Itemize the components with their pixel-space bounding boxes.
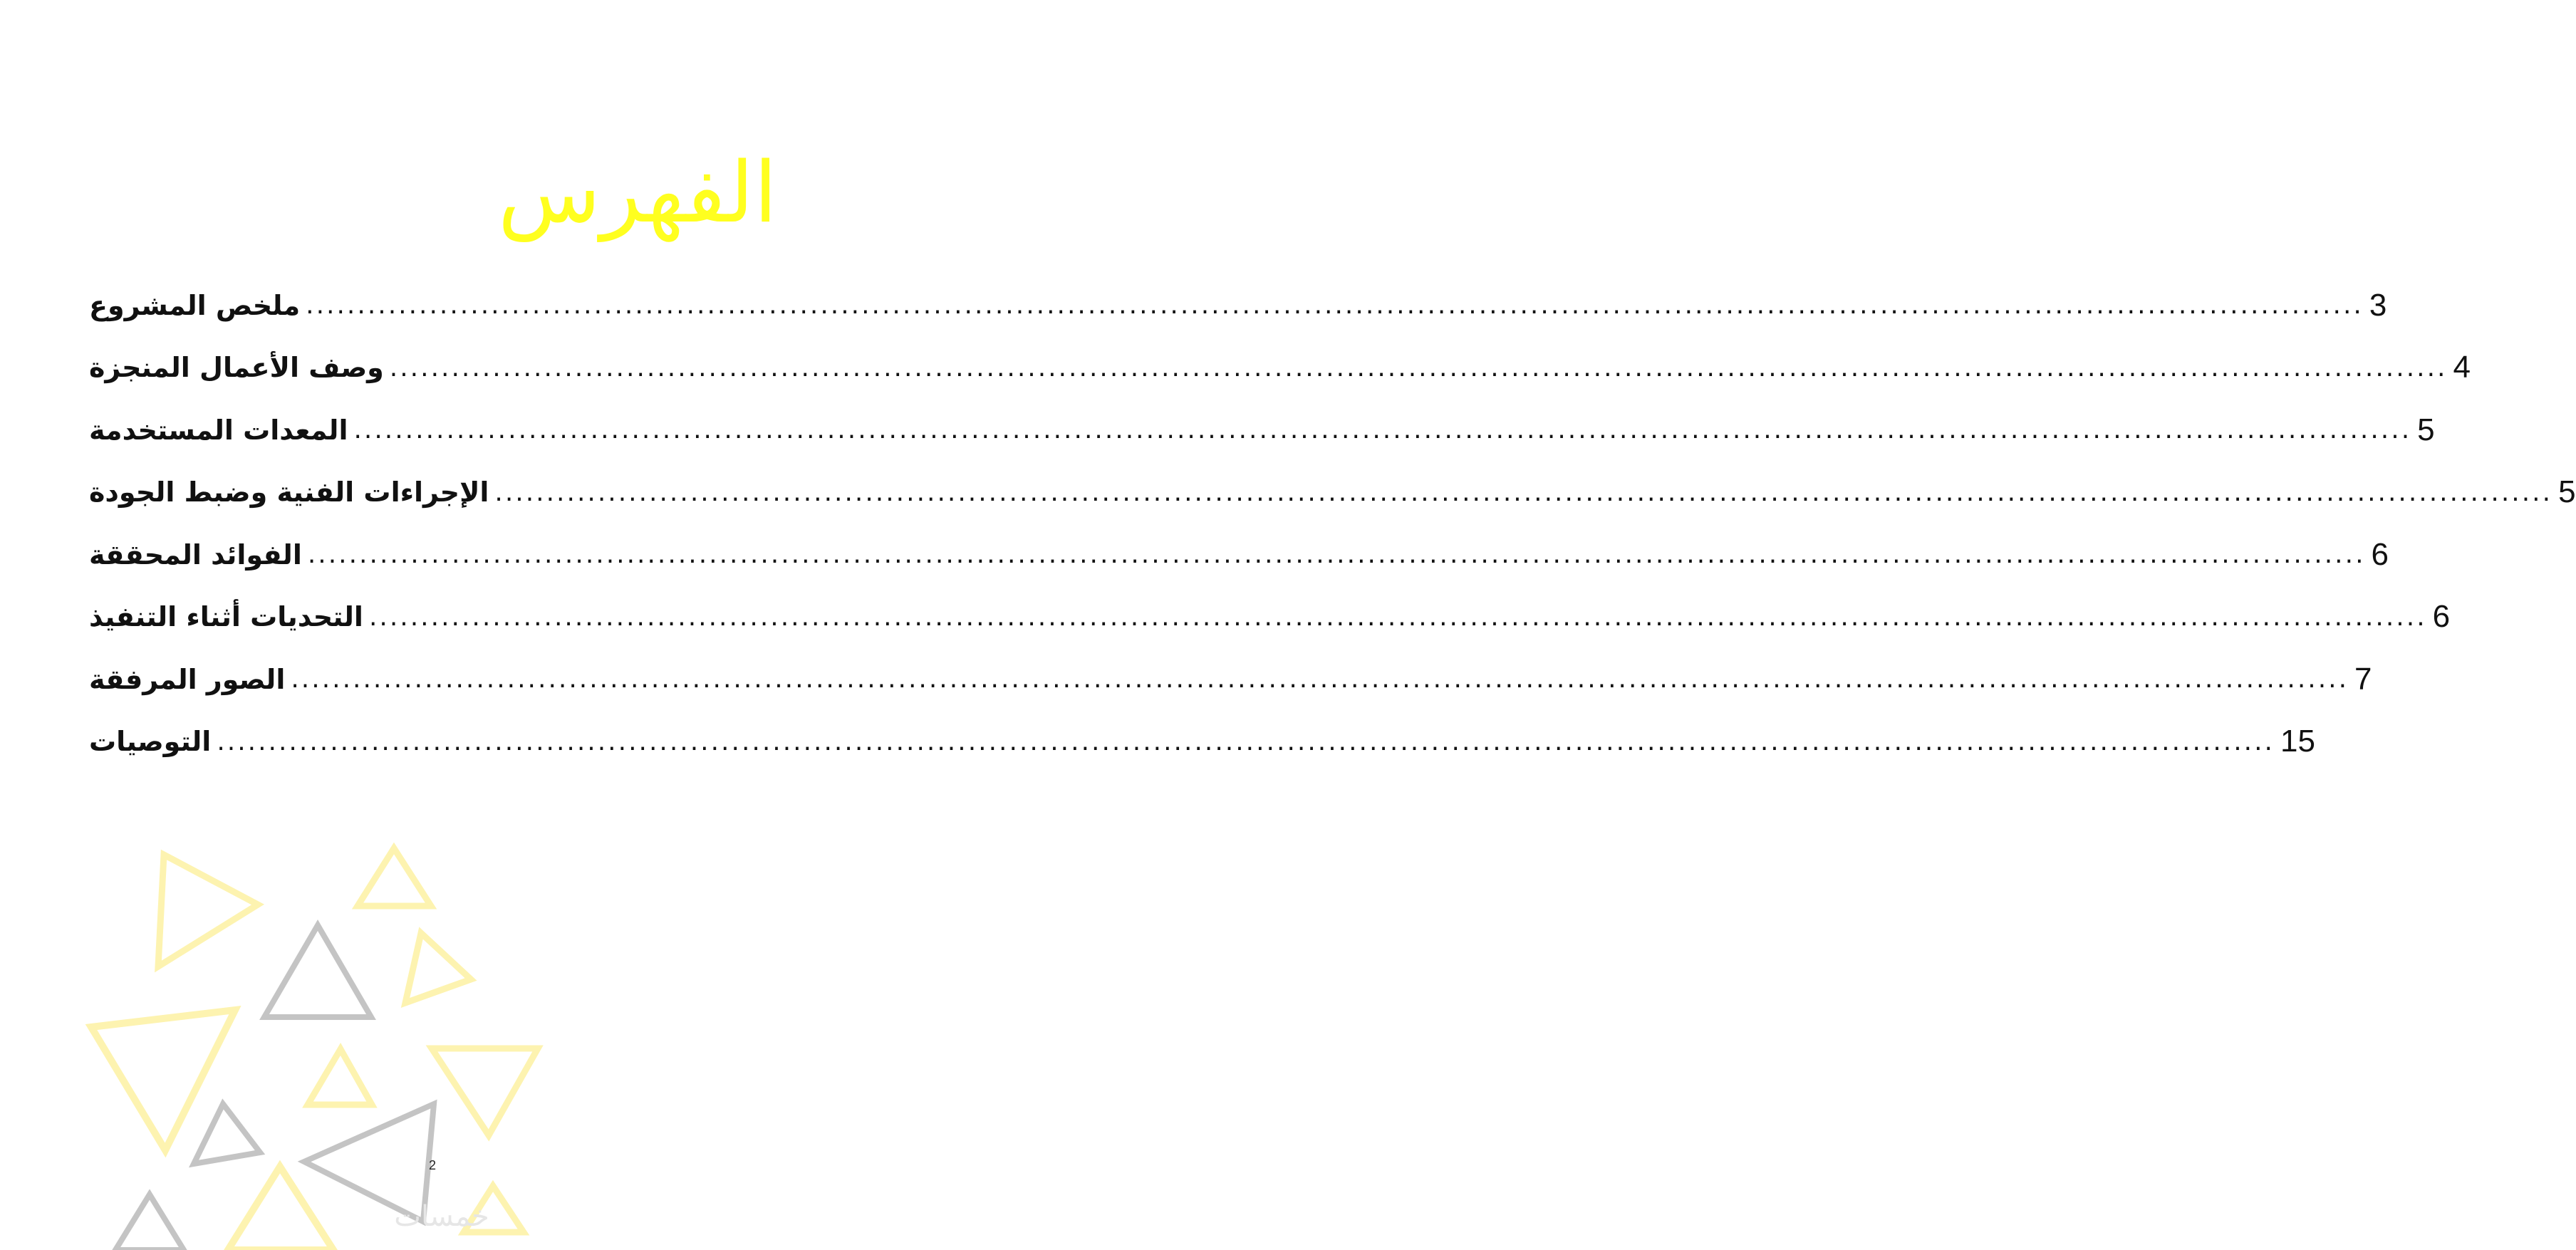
triangle-shape <box>194 1104 260 1164</box>
triangle-shape <box>115 1194 184 1250</box>
toc-entry[interactable] <box>89 586 2451 649</box>
toc-dot-leader: ........................................................................................................................................................................................................ <box>307 540 2366 570</box>
table-of-contents <box>89 274 2576 773</box>
toc-entry[interactable] <box>89 711 2315 774</box>
toc-entry-label: ملخص المشروع <box>89 289 301 321</box>
toc-dot-leader: ........................................................................................................................................................................................................ <box>389 353 2448 382</box>
toc-entry[interactable] <box>89 274 2387 337</box>
toc-entry-label: الإجراءات الفنية وضبط الجودة <box>89 476 489 509</box>
toc-entry[interactable] <box>89 648 2372 711</box>
toc-entry[interactable] <box>89 524 2389 586</box>
triangle-shape <box>158 855 258 967</box>
toc-dot-leader: ........................................................................................................................................................................................................ <box>353 415 2412 445</box>
toc-entry-label: التحديات أثناء التنفيذ <box>89 601 363 633</box>
toc-dot-leader: ........................................................................................................................................................................................................ <box>291 665 2349 694</box>
page-number: 2 <box>428 1158 436 1172</box>
toc-entry-page: 6 <box>2432 599 2451 635</box>
toc-entry[interactable] <box>89 462 2576 524</box>
toc-entry-page: 15 <box>2280 724 2315 759</box>
toc-entry-page: 3 <box>2369 287 2387 323</box>
toc-entry[interactable] <box>89 337 2471 400</box>
triangle-shape <box>405 933 471 1003</box>
triangle-shape <box>432 1048 538 1135</box>
toc-dot-leader: ........................................................................................................................................................................................................ <box>494 477 2553 507</box>
toc-dot-leader: ........................................................................................................................................................................................................ <box>306 291 2364 321</box>
toc-entry-page: 5 <box>2417 412 2435 447</box>
toc-entry[interactable] <box>89 399 2435 462</box>
triangle-shape <box>308 1049 372 1105</box>
toc-entry-label: المعدات المستخدمة <box>89 414 348 446</box>
page-title: الفهرس <box>498 143 777 241</box>
triangle-shape <box>228 1167 333 1250</box>
toc-entry-page: 6 <box>2371 536 2389 572</box>
toc-entry-label: الفوائد المحققة <box>89 538 302 571</box>
triangle-shape <box>358 848 431 906</box>
triangle-pattern <box>0 826 884 1250</box>
toc-entry-page: 7 <box>2354 661 2372 697</box>
toc-entry-page: 4 <box>2453 350 2471 385</box>
toc-dot-leader: ........................................................................................................................................................................................................ <box>217 726 2275 756</box>
toc-entry-label: الصور المرفقة <box>89 663 286 695</box>
toc-entry-page: 5 <box>2558 474 2576 510</box>
triangle-shape <box>264 925 371 1017</box>
watermark-logo: خمسات <box>394 1200 489 1233</box>
toc-dot-leader: ........................................................................................................................................................................................................ <box>368 602 2427 632</box>
toc-entry-label: وصف الأعمال المنجزة <box>89 352 384 384</box>
toc-entry-label: التوصيات <box>89 726 212 758</box>
